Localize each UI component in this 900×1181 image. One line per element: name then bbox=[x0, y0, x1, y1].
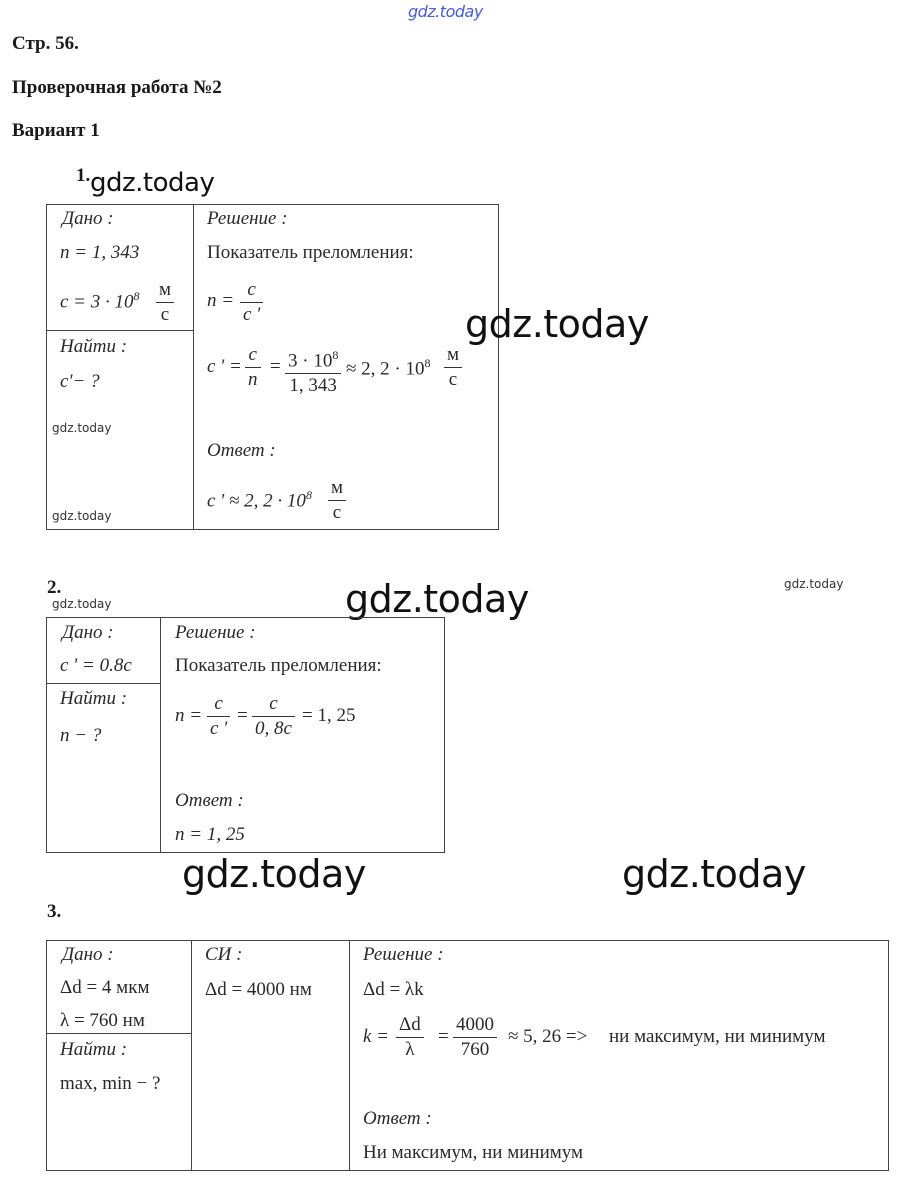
watermark-4: gdz.today bbox=[465, 302, 649, 346]
problem-2-divider bbox=[160, 617, 161, 853]
watermark-3: gdz.today bbox=[52, 509, 112, 523]
problem-1-answer: c ' ≈ 2, $2 \cdot 10^8$ bbox=[207, 488, 312, 512]
problem-3-divider-1 bbox=[191, 940, 192, 1171]
problem-2-find-label: Найти : bbox=[60, 688, 128, 709]
watermark-6: gdz.today bbox=[345, 577, 529, 621]
watermark-top: gdz.today bbox=[408, 2, 483, 21]
page-number: Стр. 56. bbox=[12, 33, 79, 54]
problem-2-eq-result: = 1, 25 bbox=[302, 705, 356, 726]
problem-1-eq2-fraction2: $\frac{3 \cdot 10^8}{1, 343}$ bbox=[285, 343, 341, 398]
problem-1-solution-label: Решение : bbox=[207, 208, 288, 229]
problem-1-given-label: Дано : bbox=[62, 208, 114, 229]
problem-3-divider-2 bbox=[349, 940, 350, 1171]
problem-3-fraction2: $\frac{4000}{760}$ bbox=[453, 1013, 497, 1062]
problem-1-eq1-fraction: $\frac{c}{c '}$ bbox=[240, 278, 263, 327]
problem-1-given-n: n = 1, 343 bbox=[60, 242, 140, 263]
problem-3-eq2-mid: = bbox=[438, 1026, 449, 1047]
problem-3-eq2-lhs: k = bbox=[363, 1026, 390, 1047]
problem-2-fraction1: $\frac{c}{c '}$ bbox=[207, 692, 230, 741]
problem-3-answer-label: Ответ : bbox=[363, 1108, 432, 1129]
watermark-7: gdz.today bbox=[784, 577, 844, 591]
problem-2-given: c ' = 0.8c bbox=[60, 655, 132, 676]
watermark-1: gdz.today bbox=[90, 168, 215, 198]
problem-2-table bbox=[46, 617, 445, 853]
problem-2-solution-label: Решение : bbox=[175, 622, 256, 643]
problem-3-find-label: Найти : bbox=[60, 1039, 128, 1060]
problem-1-find-label: Найти : bbox=[60, 336, 128, 357]
problem-2-find: n − ? bbox=[60, 725, 102, 746]
problem-1-number: 1. bbox=[76, 165, 91, 186]
problem-3-given-label: Дано : bbox=[62, 944, 114, 965]
problem-3-eq1: Δd = λk bbox=[363, 979, 424, 1000]
problem-3-eq2-text: ни максимум, ни минимум bbox=[609, 1026, 826, 1047]
problem-2-answer: n = 1, 25 bbox=[175, 824, 245, 845]
problem-3-fraction1: $\frac{\Delta d}{\lambda}$ bbox=[396, 1013, 424, 1062]
problem-1-eq2-lhs: c ' = bbox=[207, 356, 242, 377]
problem-1-eq1-lhs: n = bbox=[207, 290, 235, 311]
problem-1-given-unit: м с bbox=[156, 278, 174, 327]
problem-3-given-divider bbox=[46, 1033, 192, 1034]
problem-3-number: 3. bbox=[47, 901, 62, 922]
problem-1-eq2-result: ≈ 2, $2 \cdot 10^8$ bbox=[346, 356, 431, 380]
problem-2-eq-mid: = bbox=[237, 705, 248, 726]
problem-2-given-label: Дано : bbox=[62, 622, 114, 643]
problem-3-given-lambda: λ = 760 нм bbox=[60, 1010, 145, 1031]
problem-3-eq2-result: ≈ 5, 26 => bbox=[508, 1026, 588, 1047]
problem-1-divider bbox=[193, 204, 194, 530]
watermark-5: gdz.today bbox=[52, 597, 112, 611]
problem-3-answer: Ни максимум, ни минимум bbox=[363, 1142, 584, 1163]
problem-1-eq2-unit: м с bbox=[444, 343, 462, 392]
problem-3-given-d: Δd = 4 мкм bbox=[60, 977, 150, 998]
problem-1-answer-label: Ответ : bbox=[207, 440, 276, 461]
problem-2-eq-lhs: n = bbox=[175, 705, 203, 726]
problem-1-eq2-fraction1: $\frac{c}{n}$ bbox=[245, 343, 261, 392]
problem-3-find: max, min − ? bbox=[60, 1073, 161, 1094]
problem-2-fraction2: $\frac{c}{0, 8c}$ bbox=[252, 692, 295, 741]
problem-3-si-value: Δd = 4000 нм bbox=[205, 979, 312, 1000]
problem-2-given-divider bbox=[46, 683, 161, 684]
problem-2-number: 2. bbox=[47, 577, 62, 598]
problem-1-find: c'− ? bbox=[60, 371, 100, 392]
test-title: Проверочная работа №2 bbox=[12, 77, 222, 98]
problem-3-solution-label: Решение : bbox=[363, 944, 444, 965]
problem-2-solution-text: Показатель преломления: bbox=[175, 655, 382, 676]
variant-title: Вариант 1 bbox=[12, 120, 100, 141]
watermark-2: gdz.today bbox=[52, 421, 112, 435]
problem-1-given-divider bbox=[46, 330, 194, 331]
problem-3-si-label: СИ : bbox=[205, 944, 243, 965]
watermark-9: gdz.today bbox=[622, 852, 806, 896]
problem-1-answer-unit: м с bbox=[328, 476, 346, 525]
problem-2-answer-label: Ответ : bbox=[175, 790, 244, 811]
problem-1-given-c: $c = 3 \cdot 10^8$ bbox=[60, 289, 140, 313]
problem-1-solution-text: Показатель преломления: bbox=[207, 242, 414, 263]
problem-1-eq2-equals: = bbox=[270, 356, 281, 377]
watermark-8: gdz.today bbox=[182, 852, 366, 896]
